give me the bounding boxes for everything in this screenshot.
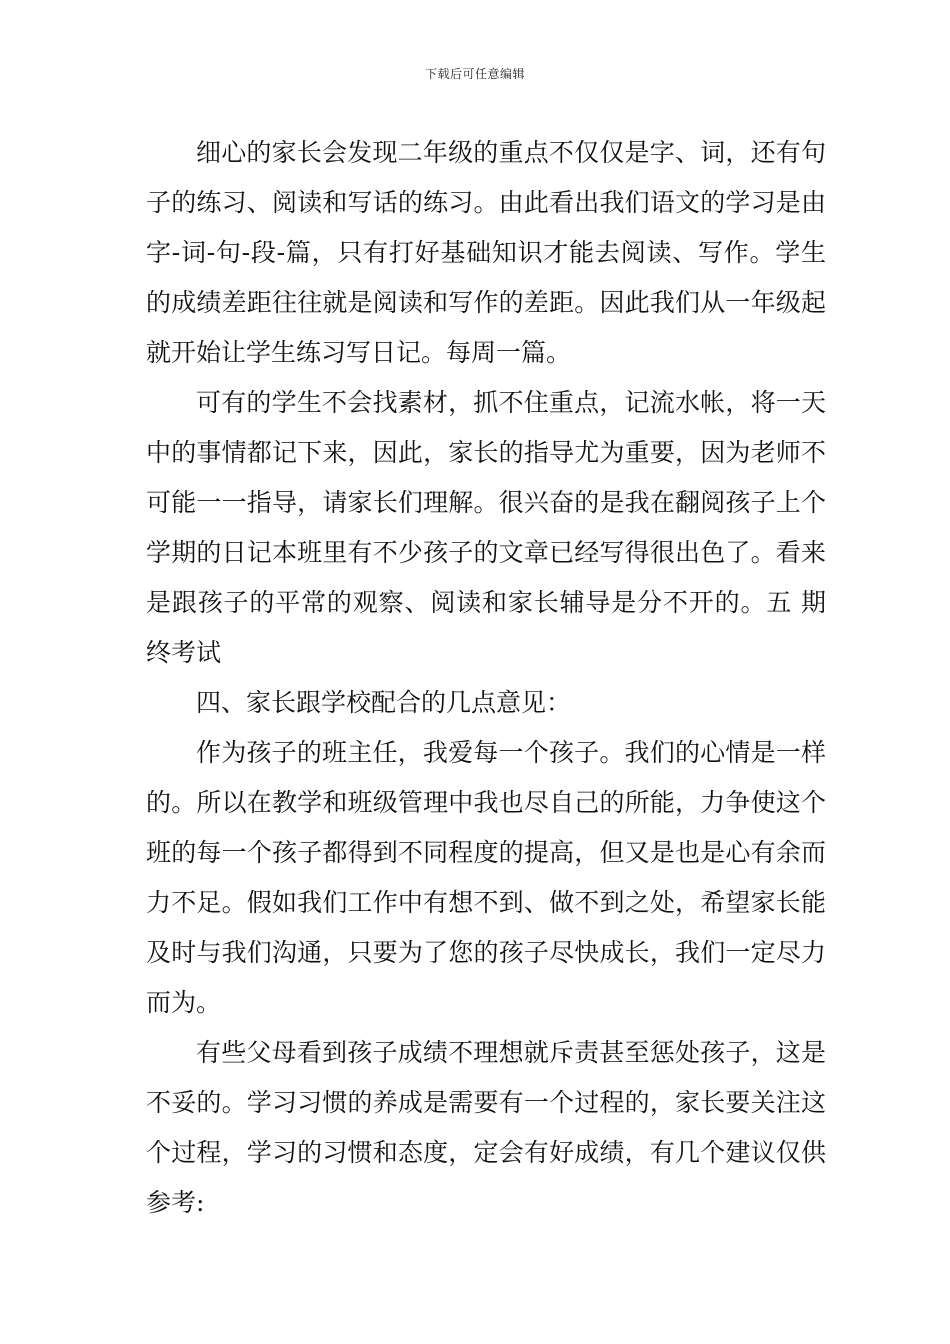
document-body: [146, 128, 826, 1228]
paragraph-diary-guidance: 可有的学生不会找素材，抓不住重点，记流水帐，将一天中的事情都记下来，因此，家长的指导尤为重要，因为老师不可能一一指导，请家长们理解。很兴奋的是我在翻阅孩子上个学期的日记本班里有不少孩子的文章已经写得很出色了。看来是跟孩子的平常的观察、阅读和家长辅导是分不开的。五 期终考试: [146, 388, 826, 667]
paragraph-parent-advice: 有些父母看到孩子成绩不理想就斥责甚至惩处孩子，这是不妥的。学习习惯的养成是需要有一个过程的，家长要关注这个过程，学习的习惯和态度，定会有好成绩，有几个建议仅供参考:: [146, 1038, 826, 1217]
section-heading-cooperation: 四、家长跟学校配合的几点意见：: [196, 688, 572, 717]
page-header: 下载后可任意编辑: [424, 67, 525, 81]
paragraph-teacher-role: 作为孩子的班主任，我爱每一个孩子。我们的心情是一样的。所以在教学和班级管理中我也尽自己的所能，力争使这个班的每一个孩子都得到不同程度的提高，但又是也是心有余而力不足。假如我们工作中有想不到、做不到之处，希望家长能及时与我们沟通，只要为了您的孩子尽快成长，我们一定尽力而为。: [146, 738, 826, 1017]
paragraph-reading-writing: 细心的家长会发现二年级的重点不仅仅是字、词，还有句子的练习、阅读和写话的练习。由此看出我们语文的学习是由字-词-句-段-篇，只有打好基础知识才能去阅读、写作。学生的成绩差距往往就是阅读和写作的差距。因此我们从一年级起就开始让学生练习写日记。每周一篇。: [146, 138, 826, 367]
